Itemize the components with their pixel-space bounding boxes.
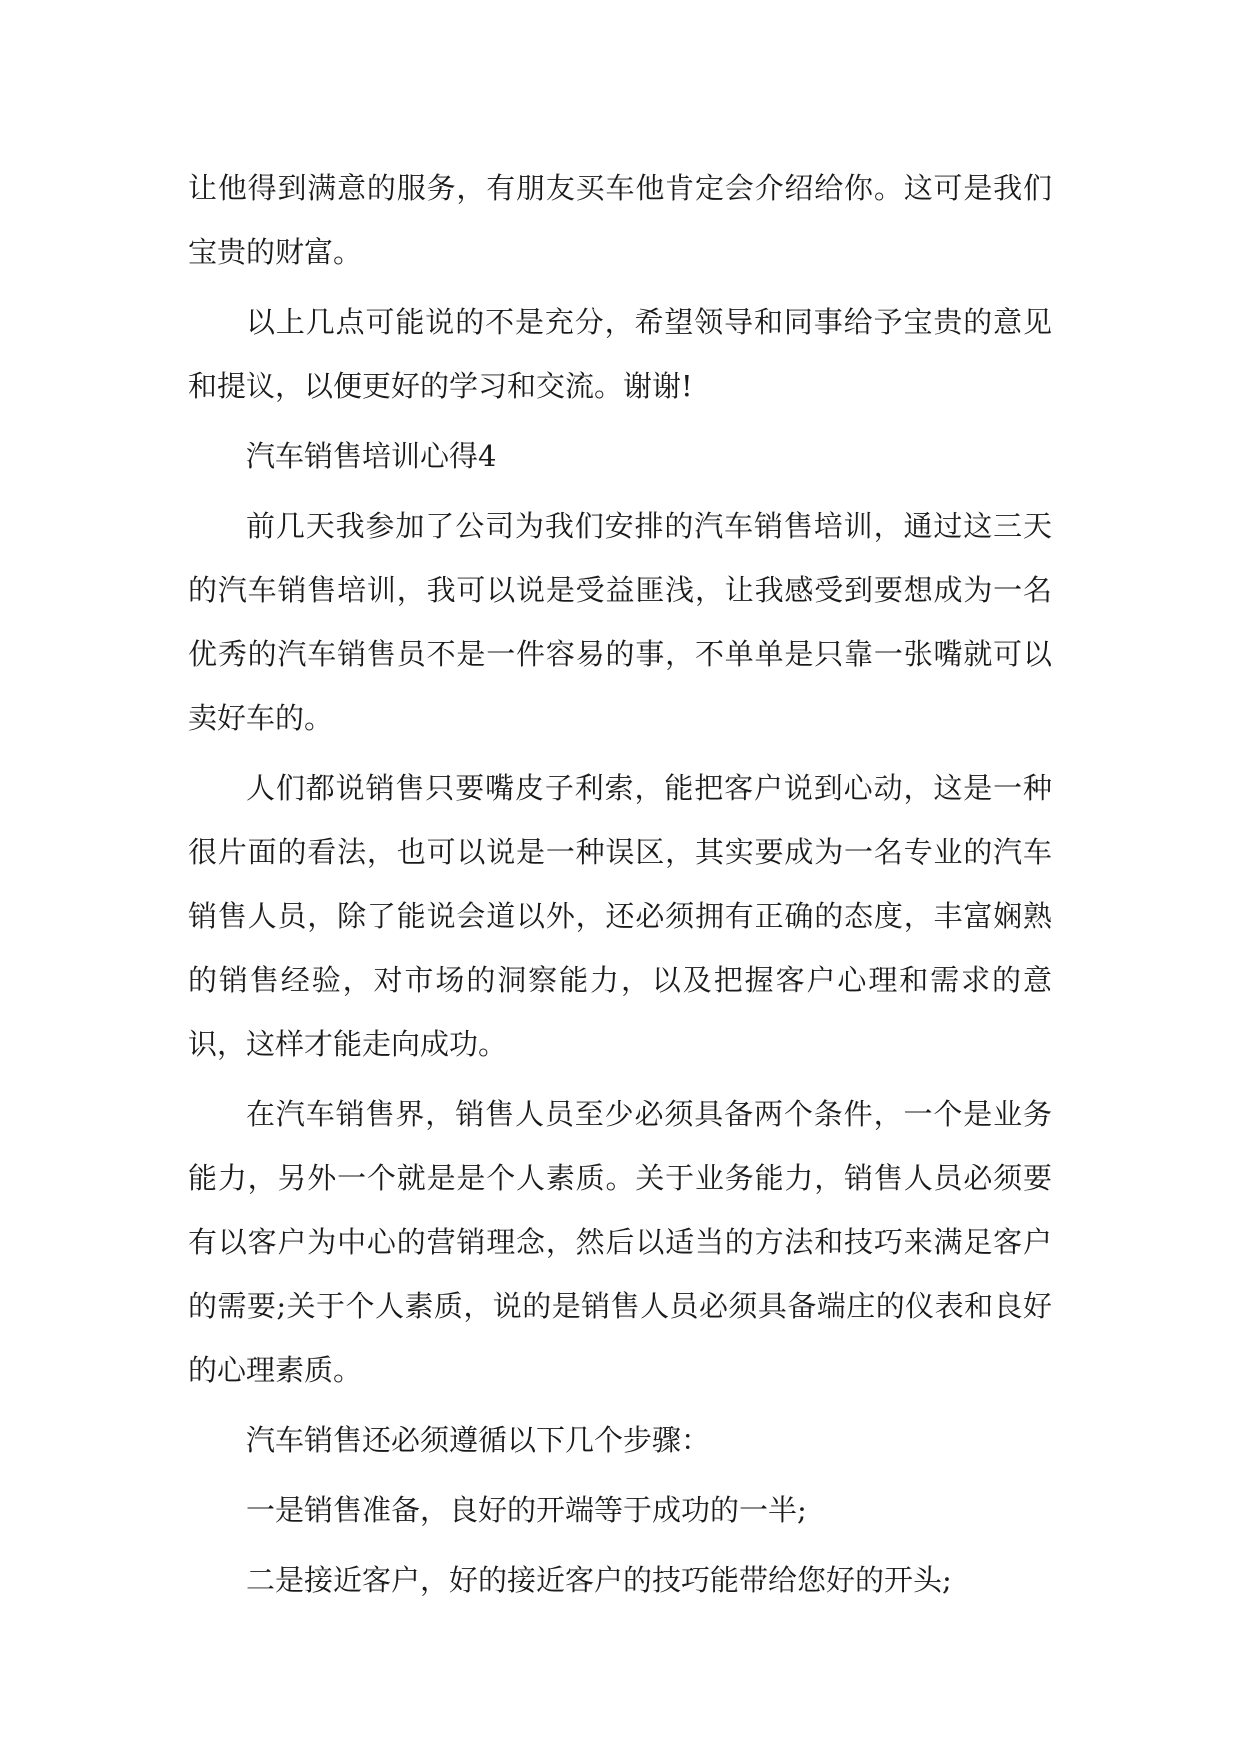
paragraph-continuation: 让他得到满意的服务，有朋友买车他肯定会介绍给你。这可是我们宝贵的财富。 [188, 171, 1052, 269]
paragraph-steps-intro: 汽车销售还必须遵循以下几个步骤： [246, 1423, 711, 1457]
paragraph-closing-remarks: 以上几点可能说的不是充分，希望领导和同事给予宝贵的意见和提议，以便更好的学习和交流。谢谢! [188, 305, 1052, 403]
list-item-step-1: 一是销售准备，良好的开端等于成功的一半; [246, 1493, 807, 1527]
document-body [188, 156, 1052, 1618]
paragraph-misconception: 人们都说销售只要嘴皮子利索，能把客户说到心动，这是一种很片面的看法，也可以说是一种误区，其实要成为一名专业的汽车销售人员，除了能说会道以外，还必须拥有正确的态度，丰富娴熟的销售经验，对市场的洞察能力，以及把握客户心理和需求的意识，这样才能走向成功。 [188, 771, 1052, 1061]
paragraph-intro: 前几天我参加了公司为我们安排的汽车销售培训，通过这三天的汽车销售培训，我可以说是受益匪浅，让我感受到要想成为一名优秀的汽车销售员不是一件容易的事，不单单是只靠一张嘴就可以卖好车的。 [188, 509, 1052, 735]
paragraph-requirements: 在汽车销售界，销售人员至少必须具备两个条件，一个是业务能力，另外一个就是是个人素质。关于业务能力，销售人员必须要有以客户为中心的营销理念，然后以适当的方法和技巧来满足客户的需要;关于个人素质，说的是销售人员必须具备端庄的仪表和良好的心理素质。 [188, 1097, 1052, 1387]
section-heading: 汽车销售培训心得4 [246, 439, 497, 473]
list-item-step-2: 二是接近客户，好的接近客户的技巧能带给您好的开头; [246, 1563, 952, 1597]
